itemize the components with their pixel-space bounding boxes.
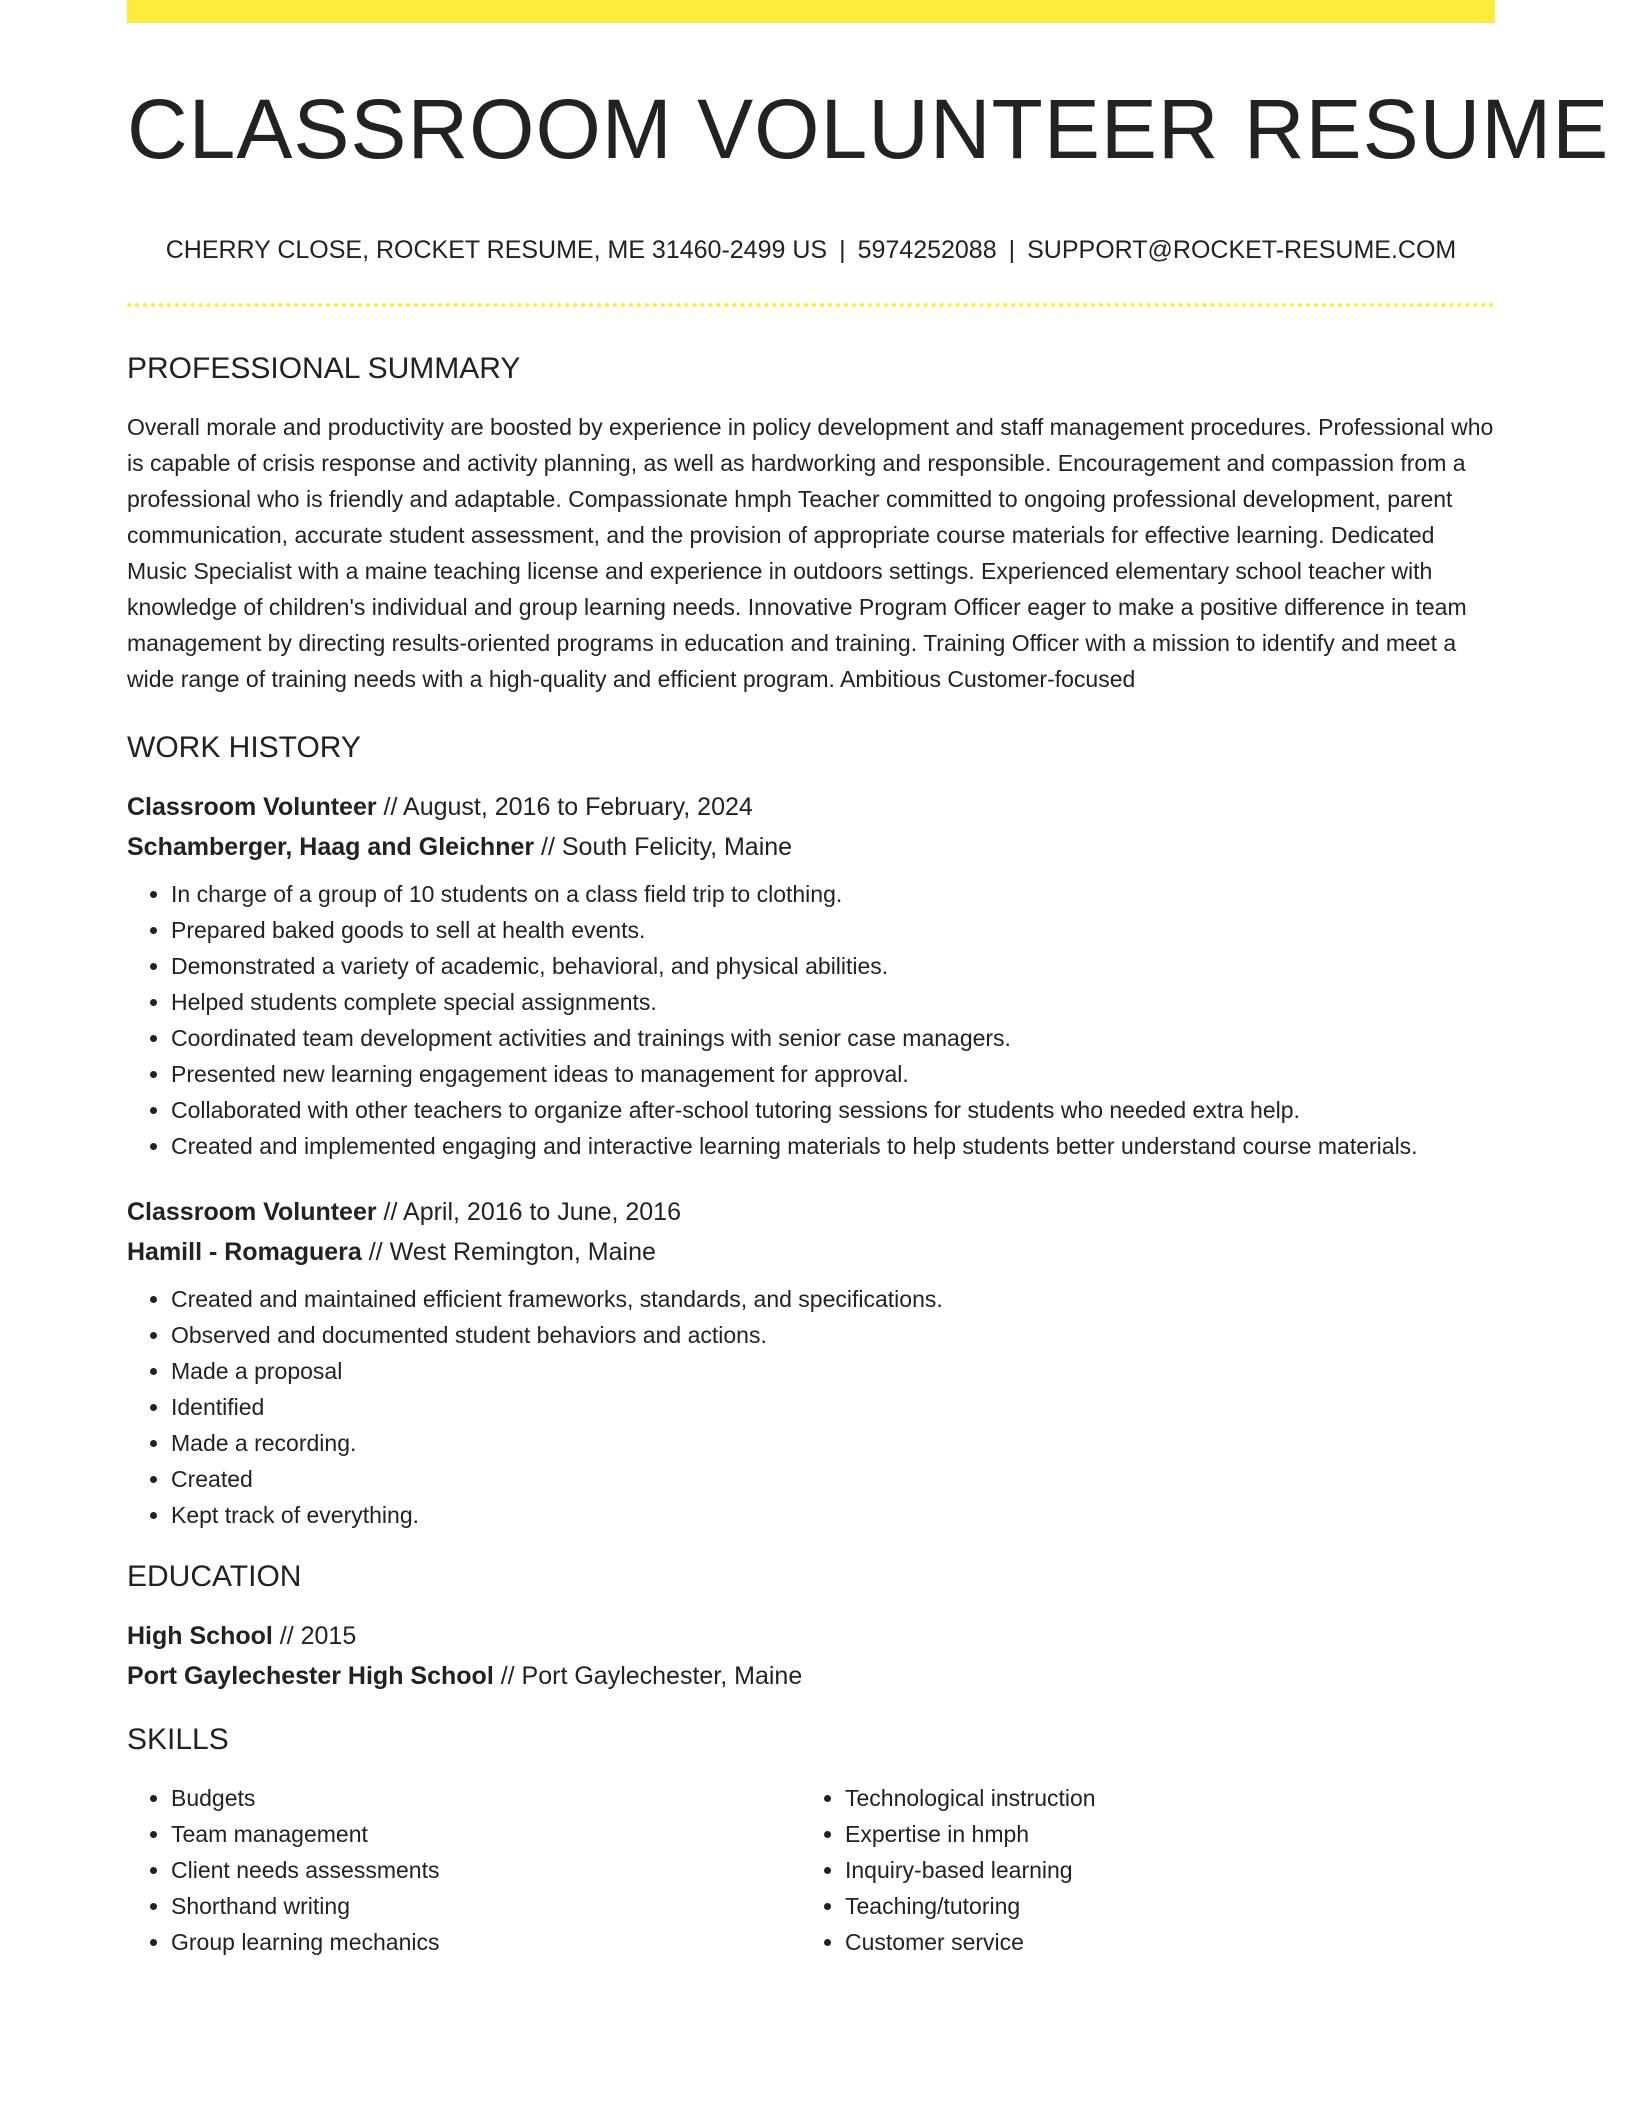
job-company-line [127, 827, 1495, 867]
contact-separator: | [1008, 236, 1016, 265]
skills-list [801, 1780, 1495, 1960]
skills-list [127, 1780, 801, 1960]
list-item: • Coordinated team development activities and trainings with senior case managers. [171, 1020, 1495, 1056]
job-role-line [127, 787, 1495, 827]
education-entry [127, 1616, 1495, 1696]
education-degree: High School [127, 1622, 273, 1651]
job-dates: // August, 2016 to February, 2024 [376, 793, 753, 822]
list-item: • Created [171, 1461, 1495, 1497]
list-item: • Collaborated with other teachers to organize after-school tutoring sessions for students who needed extra help. [171, 1092, 1495, 1128]
resume-page [127, 0, 1610, 1960]
list-item: • Made a recording. [171, 1425, 1495, 1461]
education-degree-line [127, 1616, 1495, 1656]
resume-title: CLASSROOM VOLUNTEER RESUME [127, 82, 1610, 176]
list-item: • Group learning mechanics [171, 1924, 801, 1960]
education-heading: EDUCATION [127, 1560, 302, 1594]
list-item: • In charge of a group of 10 students on a class field trip to clothing. [171, 876, 1495, 912]
list-item: • Inquiry-based learning [845, 1852, 1495, 1888]
job-company: Hamill - Romaguera [127, 1238, 362, 1267]
list-item: • Expertise in hmph [845, 1816, 1495, 1852]
list-item: • Created and maintained efficient frameworks, standards, and specifications. [171, 1281, 1495, 1317]
education-school: Port Gaylechester High School [127, 1662, 494, 1691]
top-accent-bar [127, 0, 1495, 23]
job-location: // South Felicity, Maine [534, 833, 793, 862]
job-location: // West Remington, Maine [361, 1238, 656, 1267]
list-item: • Created and implemented engaging and interactive learning materials to help students better understand course materials. [171, 1128, 1495, 1164]
dotted-divider [127, 303, 1495, 307]
job-entry [127, 1192, 1495, 1533]
skills-heading: SKILLS [127, 1723, 229, 1757]
contact-address: CHERRY CLOSE, ROCKET RESUME, ME 31460-2499 US [165, 236, 828, 265]
list-item: • Helped students complete special assignments. [171, 984, 1495, 1020]
list-item: • Client needs assessments [171, 1852, 801, 1888]
list-item: • Prepared baked goods to sell at health events. [171, 912, 1495, 948]
list-item: • Shorthand writing [171, 1888, 801, 1924]
skills-grid [127, 1780, 1495, 1960]
summary-text: Overall morale and productivity are boosted by experience in policy development and staff management procedures. Professional who is capable of crisis response and activity planning, as well as hardworking and responsible. Encouragement and compassion from a professional who is friendly and adaptable. Compassionate hmph Teacher committed to ongoing professional development, parent communication, accurate student assessment, and the provision of appropriate course materials for effective learning. Dedicated Music Specialist with a maine teaching license and experience in outdoors settings. Experienced elementary school teacher with knowledge of children's individual and group learning needs. Innovative Program Officer eager to make a positive difference in team management by directing results-oriented programs in education and training. Training Officer with a mission to identify and meet a wide range of training needs with a high-quality and efficient program. Ambitious Customer-focused [127, 414, 1494, 693]
work-history-heading: WORK HISTORY [127, 731, 361, 765]
list-item: • Customer service [845, 1924, 1495, 1960]
job-bullets [127, 876, 1495, 1164]
job-role-line [127, 1192, 1495, 1232]
job-company: Schamberger, Haag and Gleichner [127, 833, 535, 862]
education-school-line [127, 1656, 1495, 1696]
summary-heading: PROFESSIONAL SUMMARY [127, 352, 521, 386]
job-role: Classroom Volunteer [127, 1198, 377, 1227]
list-item: • Team management [171, 1816, 801, 1852]
job-entry [127, 787, 1495, 1164]
contact-email: SUPPORT@ROCKET-RESUME.COM [1027, 236, 1457, 265]
list-item: • Observed and documented student behaviors and actions. [171, 1317, 1495, 1353]
list-item: • Budgets [171, 1780, 801, 1816]
list-item: • Made a proposal [171, 1353, 1495, 1389]
contact-line [127, 235, 1495, 265]
skills-column-right [801, 1780, 1495, 1960]
list-item: • Teaching/tutoring [845, 1888, 1495, 1924]
education-year: // 2015 [272, 1622, 357, 1651]
list-item: • Demonstrated a variety of academic, behavioral, and physical abilities. [171, 948, 1495, 984]
contact-separator: | [839, 236, 846, 265]
job-bullets [127, 1281, 1495, 1533]
job-company-line [127, 1232, 1495, 1272]
list-item: • Identified [171, 1389, 1495, 1425]
list-item: • Technological instruction [845, 1780, 1495, 1816]
skills-column-left [127, 1780, 801, 1960]
job-role: Classroom Volunteer [127, 793, 377, 822]
contact-phone: 5974252088 [857, 236, 997, 265]
list-item: • Kept track of everything. [171, 1497, 1495, 1533]
job-dates: // April, 2016 to June, 2016 [376, 1198, 681, 1227]
education-location: // Port Gaylechester, Maine [493, 1662, 803, 1691]
list-item: • Presented new learning engagement ideas to management for approval. [171, 1056, 1495, 1092]
